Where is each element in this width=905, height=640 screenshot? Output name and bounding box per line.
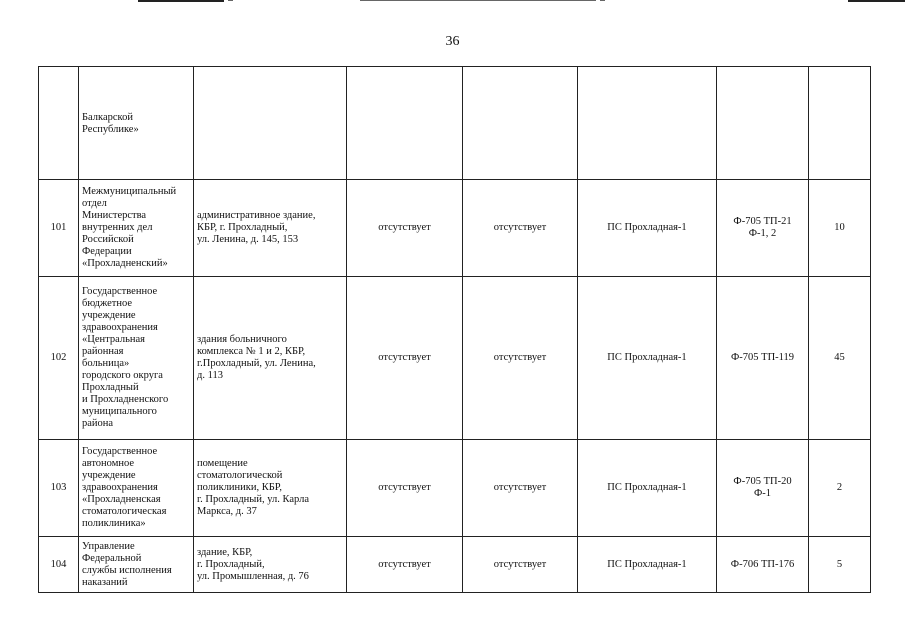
organization-name: Управление Федеральной службы исполнения наказаний [79, 537, 194, 593]
table-row [39, 180, 871, 277]
organization-name: Государственное бюджетное учреждение здравоохранения «Центральная районная больница» городского округа Прохладный и Прохладненского муниципального района [79, 277, 194, 440]
feeder: Ф-705 ТП-119 [717, 277, 809, 440]
row-number [39, 67, 79, 180]
header-rule-center [360, 0, 596, 1]
header-rule-right [848, 0, 905, 2]
column-4-value: отсутствует [463, 440, 578, 537]
substation: ПС Прохладная-1 [578, 277, 717, 440]
column-3-value [347, 67, 463, 180]
row-number: 103 [39, 440, 79, 537]
header-rule-left [138, 0, 224, 2]
feeder: Ф-706 ТП-176 [717, 537, 809, 593]
load-value: 5 [809, 537, 871, 593]
object-address: здания больничного комплекса № 1 и 2, КБР, г.Прохладный, ул. Ленина, д. 113 [194, 277, 347, 440]
substation: ПС Прохладная-1 [578, 440, 717, 537]
organization-name: Государственное автономное учреждение здравоохранения «Прохладненская стоматологическая поликлиника» [79, 440, 194, 537]
object-address: помещение стоматологической поликлиники, КБР, г. Прохладный, ул. Карла Маркса, д. 37 [194, 440, 347, 537]
feeder [717, 67, 809, 180]
row-number: 104 [39, 537, 79, 593]
row-number: 102 [39, 277, 79, 440]
row-number: 101 [39, 180, 79, 277]
header-rule-left-tick [228, 0, 233, 1]
substation [578, 67, 717, 180]
column-4-value: отсутствует [463, 537, 578, 593]
table-row [39, 440, 871, 537]
column-3-value: отсутствует [347, 537, 463, 593]
column-3-value: отсутствует [347, 180, 463, 277]
object-address: здание, КБР, г. Прохладный, ул. Промышленная, д. 76 [194, 537, 347, 593]
load-value: 2 [809, 440, 871, 537]
table-row [39, 537, 871, 593]
column-4-value [463, 67, 578, 180]
load-value: 45 [809, 277, 871, 440]
feeder: Ф-705 ТП-21 Ф-1, 2 [717, 180, 809, 277]
object-address: административное здание, КБР, г. Прохладный, ул. Ленина, д. 145, 153 [194, 180, 347, 277]
table-row [39, 277, 871, 440]
substation: ПС Прохладная-1 [578, 180, 717, 277]
table-row [39, 67, 871, 180]
load-value: 10 [809, 180, 871, 277]
organization-name: Балкарской Республике» [79, 67, 194, 180]
substation: ПС Прохладная-1 [578, 537, 717, 593]
page-number: 36 [445, 34, 460, 49]
feeder: Ф-705 ТП-20 Ф-1 [717, 440, 809, 537]
object-address [194, 67, 347, 180]
registry-table [38, 66, 871, 593]
organization-name: Межмуниципальный отдел Министерства внутренних дел Российской Федерации «Прохладненский» [79, 180, 194, 277]
load-value [809, 67, 871, 180]
header-rule-center-tick [600, 0, 605, 1]
column-3-value: отсутствует [347, 440, 463, 537]
column-4-value: отсутствует [463, 180, 578, 277]
column-3-value: отсутствует [347, 277, 463, 440]
column-4-value: отсутствует [463, 277, 578, 440]
